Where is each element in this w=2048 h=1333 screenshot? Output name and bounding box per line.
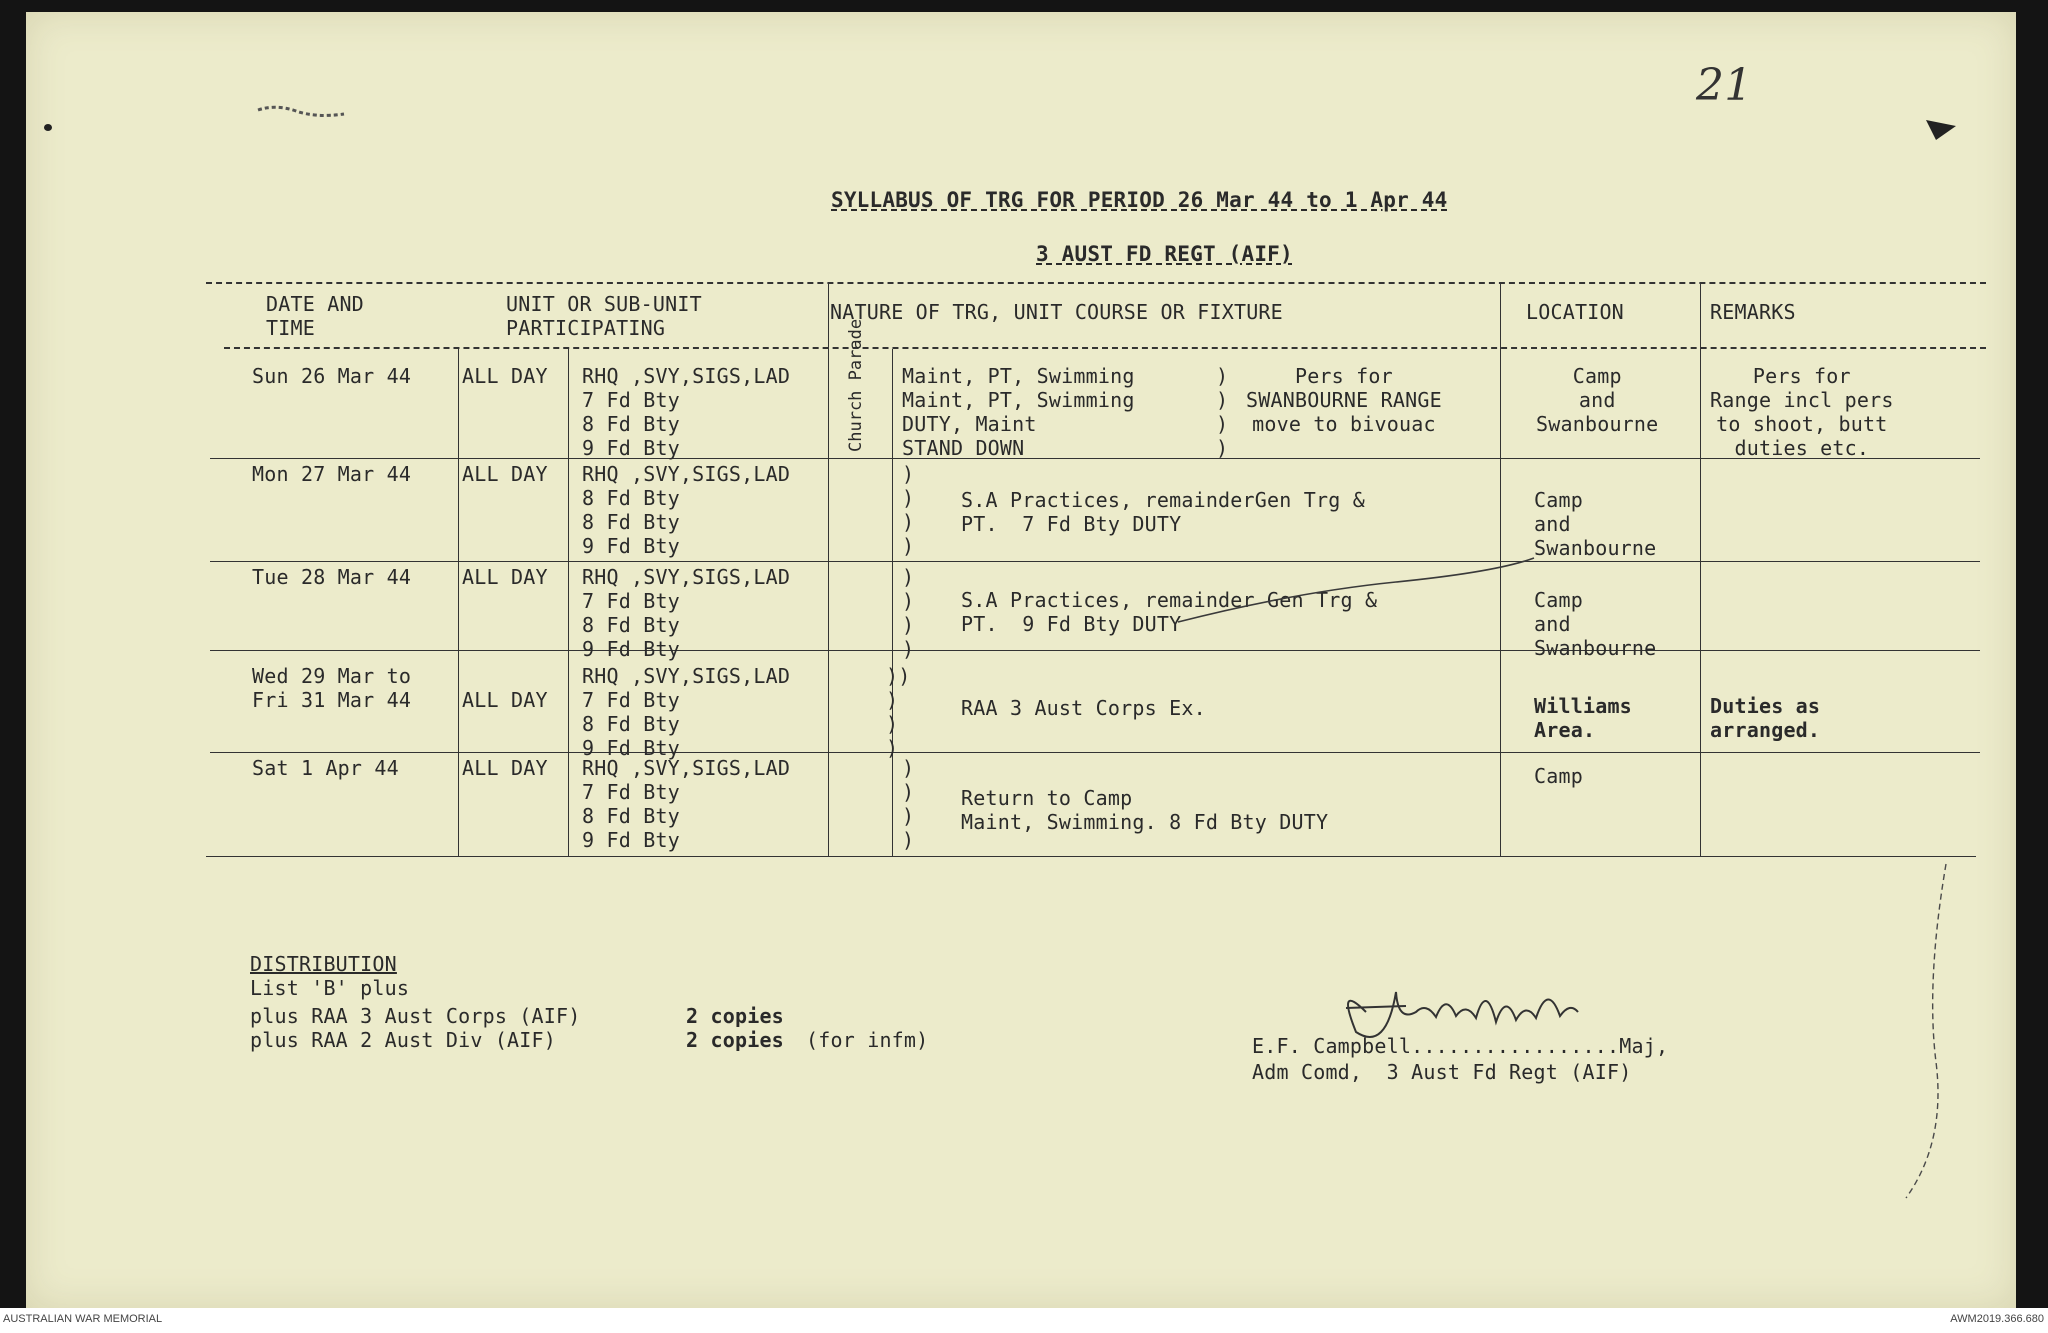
distribution-line1: List 'B' plus: [250, 976, 410, 1000]
signature-line1: E.F. Campbell.................Maj,: [1252, 1034, 1669, 1058]
row3-nature: S.A Practices, remainder Gen Trg & PT. 9 Fd Bty DUTY: [961, 588, 1378, 636]
row2-nature: S.A Practices, remainderGen Trg & PT. 7 Fd Bty DUTY: [961, 488, 1365, 536]
page-number: 21: [1696, 60, 1753, 111]
ink-dot: [44, 124, 52, 131]
header-location: LOCATION: [1526, 300, 1624, 324]
col-divider-nature: [828, 284, 829, 856]
distribution-line3-copies: 2 copies: [686, 1028, 784, 1052]
col-divider-time: [458, 349, 459, 856]
church-parade-label: Church Parade: [846, 318, 866, 452]
header-remarks: REMARKS: [1710, 300, 1796, 324]
row5-brackets: ) ) ) ): [902, 756, 915, 852]
table-bottom-rule: [206, 856, 1976, 857]
row1-activities: Maint, PT, Swimming Maint, PT, Swimming DUTY, Maint STAND DOWN: [902, 364, 1135, 460]
row1-date: Sun 26 Mar 44: [252, 364, 412, 388]
col-divider-remarks: [1700, 284, 1701, 856]
distribution-heading: DISTRIBUTION: [250, 952, 397, 976]
row2-date: Mon 27 Mar 44: [252, 462, 412, 486]
row5-location: Camp: [1534, 764, 1583, 788]
row4-date: Wed 29 Mar to Fri 31 Mar 44: [252, 664, 412, 712]
document-title: SYLLABUS OF TRG FOR PERIOD 26 Mar 44 to 1 Apr 44: [831, 188, 1448, 212]
footer-right: AWM2019.366.680: [1950, 1313, 2044, 1325]
pen-stroke-margin: [1896, 862, 1956, 1202]
row3-location: Camp and Swanbourne: [1534, 588, 1657, 660]
distribution-line3-note: (for infm): [806, 1028, 929, 1052]
document-subtitle: 3 AUST FD REGT (AIF): [1036, 242, 1293, 266]
footer-left: AUSTRALIAN WAR MEMORIAL: [3, 1313, 163, 1325]
header-bottom-rule: [224, 347, 1986, 349]
document-page: [26, 12, 2016, 1308]
row1-units: RHQ ,SVY,SIGS,LAD 7 Fd Bty 8 Fd Bty 9 Fd Bty: [582, 364, 791, 460]
row4-location: Williams Area.: [1534, 694, 1632, 742]
header-nature: NATURE OF TRG, UNIT COURSE OR FIXTURE: [830, 300, 1283, 324]
row3-units: RHQ ,SVY,SIGS,LAD 7 Fd Bty 8 Fd Bty 9 Fd Bty: [582, 565, 791, 661]
row4-units: RHQ ,SVY,SIGS,LAD 7 Fd Bty 8 Fd Bty 9 Fd Bty: [582, 664, 791, 760]
handwritten-signature: [1326, 972, 1586, 1062]
row2-units: RHQ ,SVY,SIGS,LAD 8 Fd Bty 8 Fd Bty 9 Fd Bty: [582, 462, 791, 558]
row1-time: ALL DAY: [462, 364, 548, 388]
row2-location: Camp and Swanbourne: [1534, 488, 1657, 560]
row4-remarks: Duties as arranged.: [1710, 694, 1821, 742]
row5-time: ALL DAY: [462, 756, 548, 780]
archive-footer: [0, 1308, 2048, 1333]
distribution-line3: plus RAA 2 Aust Div (AIF): [250, 1028, 557, 1052]
row3-date: Tue 28 Mar 44: [252, 565, 412, 589]
row3-brackets: ) ) ) ): [902, 565, 915, 661]
corner-mark-icon: [1926, 120, 1956, 142]
row4-time: ALL DAY: [462, 688, 548, 712]
row5-nature: Return to Camp Maint, Swimming. 8 Fd Bty DUTY: [961, 786, 1329, 834]
pen-stroke: [1176, 552, 1536, 632]
row1-location: Camp and Swanbourne: [1536, 364, 1659, 436]
row-divider-3: [210, 650, 1980, 651]
row1-remarks: Pers for Range incl pers to shoot, butt duties etc.: [1710, 364, 1894, 460]
distribution-line2: plus RAA 3 Aust Corps (AIF): [250, 1004, 581, 1028]
row1-nature-note: Pers for SWANBOURNE RANGE move to bivouac: [1246, 364, 1442, 436]
row-divider-2: [210, 561, 1980, 562]
row3-time: ALL DAY: [462, 565, 548, 589]
header-date: DATE AND TIME: [266, 292, 364, 340]
col-divider-unit: [568, 349, 569, 856]
col-divider-church: [892, 349, 893, 856]
smudge-mark: [256, 102, 346, 122]
table-top-rule: [206, 282, 1986, 284]
row2-time: ALL DAY: [462, 462, 548, 486]
row5-date: Sat 1 Apr 44: [252, 756, 399, 780]
header-unit: UNIT OR SUB-UNIT PARTICIPATING: [506, 292, 702, 340]
row2-brackets: ) ) ) ): [902, 462, 915, 558]
row-divider-4: [210, 752, 1980, 753]
signature-line2: Adm Comd, 3 Aust Fd Regt (AIF): [1252, 1060, 1632, 1084]
row4-brackets: )) ) ) ): [886, 664, 911, 760]
row4-nature: RAA 3 Aust Corps Ex.: [961, 696, 1206, 720]
distribution-line2-copies: 2 copies: [686, 1004, 784, 1028]
row1-brackets: ) ) ) ): [1216, 364, 1229, 460]
row5-units: RHQ ,SVY,SIGS,LAD 7 Fd Bty 8 Fd Bty 9 Fd Bty: [582, 756, 791, 852]
